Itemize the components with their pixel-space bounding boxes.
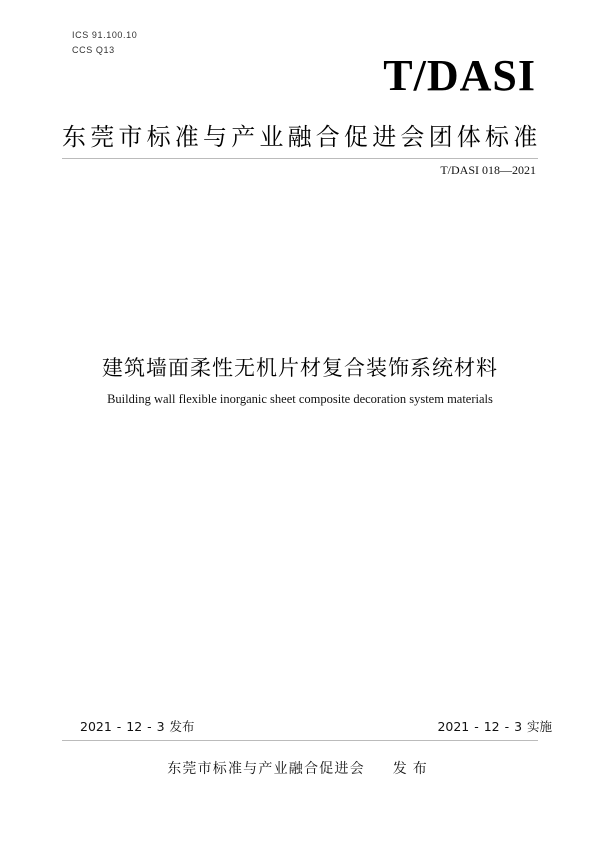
standard-logo: T/DASI [383,51,536,100]
implement-date: 2021 - 12 - 3 实施 [437,719,552,734]
document-title-en: Building wall flexible inorganic sheet composite decoration system materials [107,392,493,406]
publisher-name: 东莞市标准与产业融合促进会 [167,761,365,777]
header-divider [62,158,538,159]
ics-code: ICS 91.100.10 [72,30,138,40]
publisher-line [0,758,600,778]
publisher-action: 发布 [392,761,433,777]
footer-divider [62,740,538,741]
standard-number: T/DASI 018—2021 [440,163,536,177]
issue-date: 2021 - 12 - 3 发布 [80,719,195,734]
document-title-cn: 建筑墙面柔性无机片材复合装饰系统材料 [102,356,498,380]
ccs-code: CCS Q13 [72,45,115,55]
organization-title: 东莞市标准与产业融合促进会团体标准 [62,123,542,151]
